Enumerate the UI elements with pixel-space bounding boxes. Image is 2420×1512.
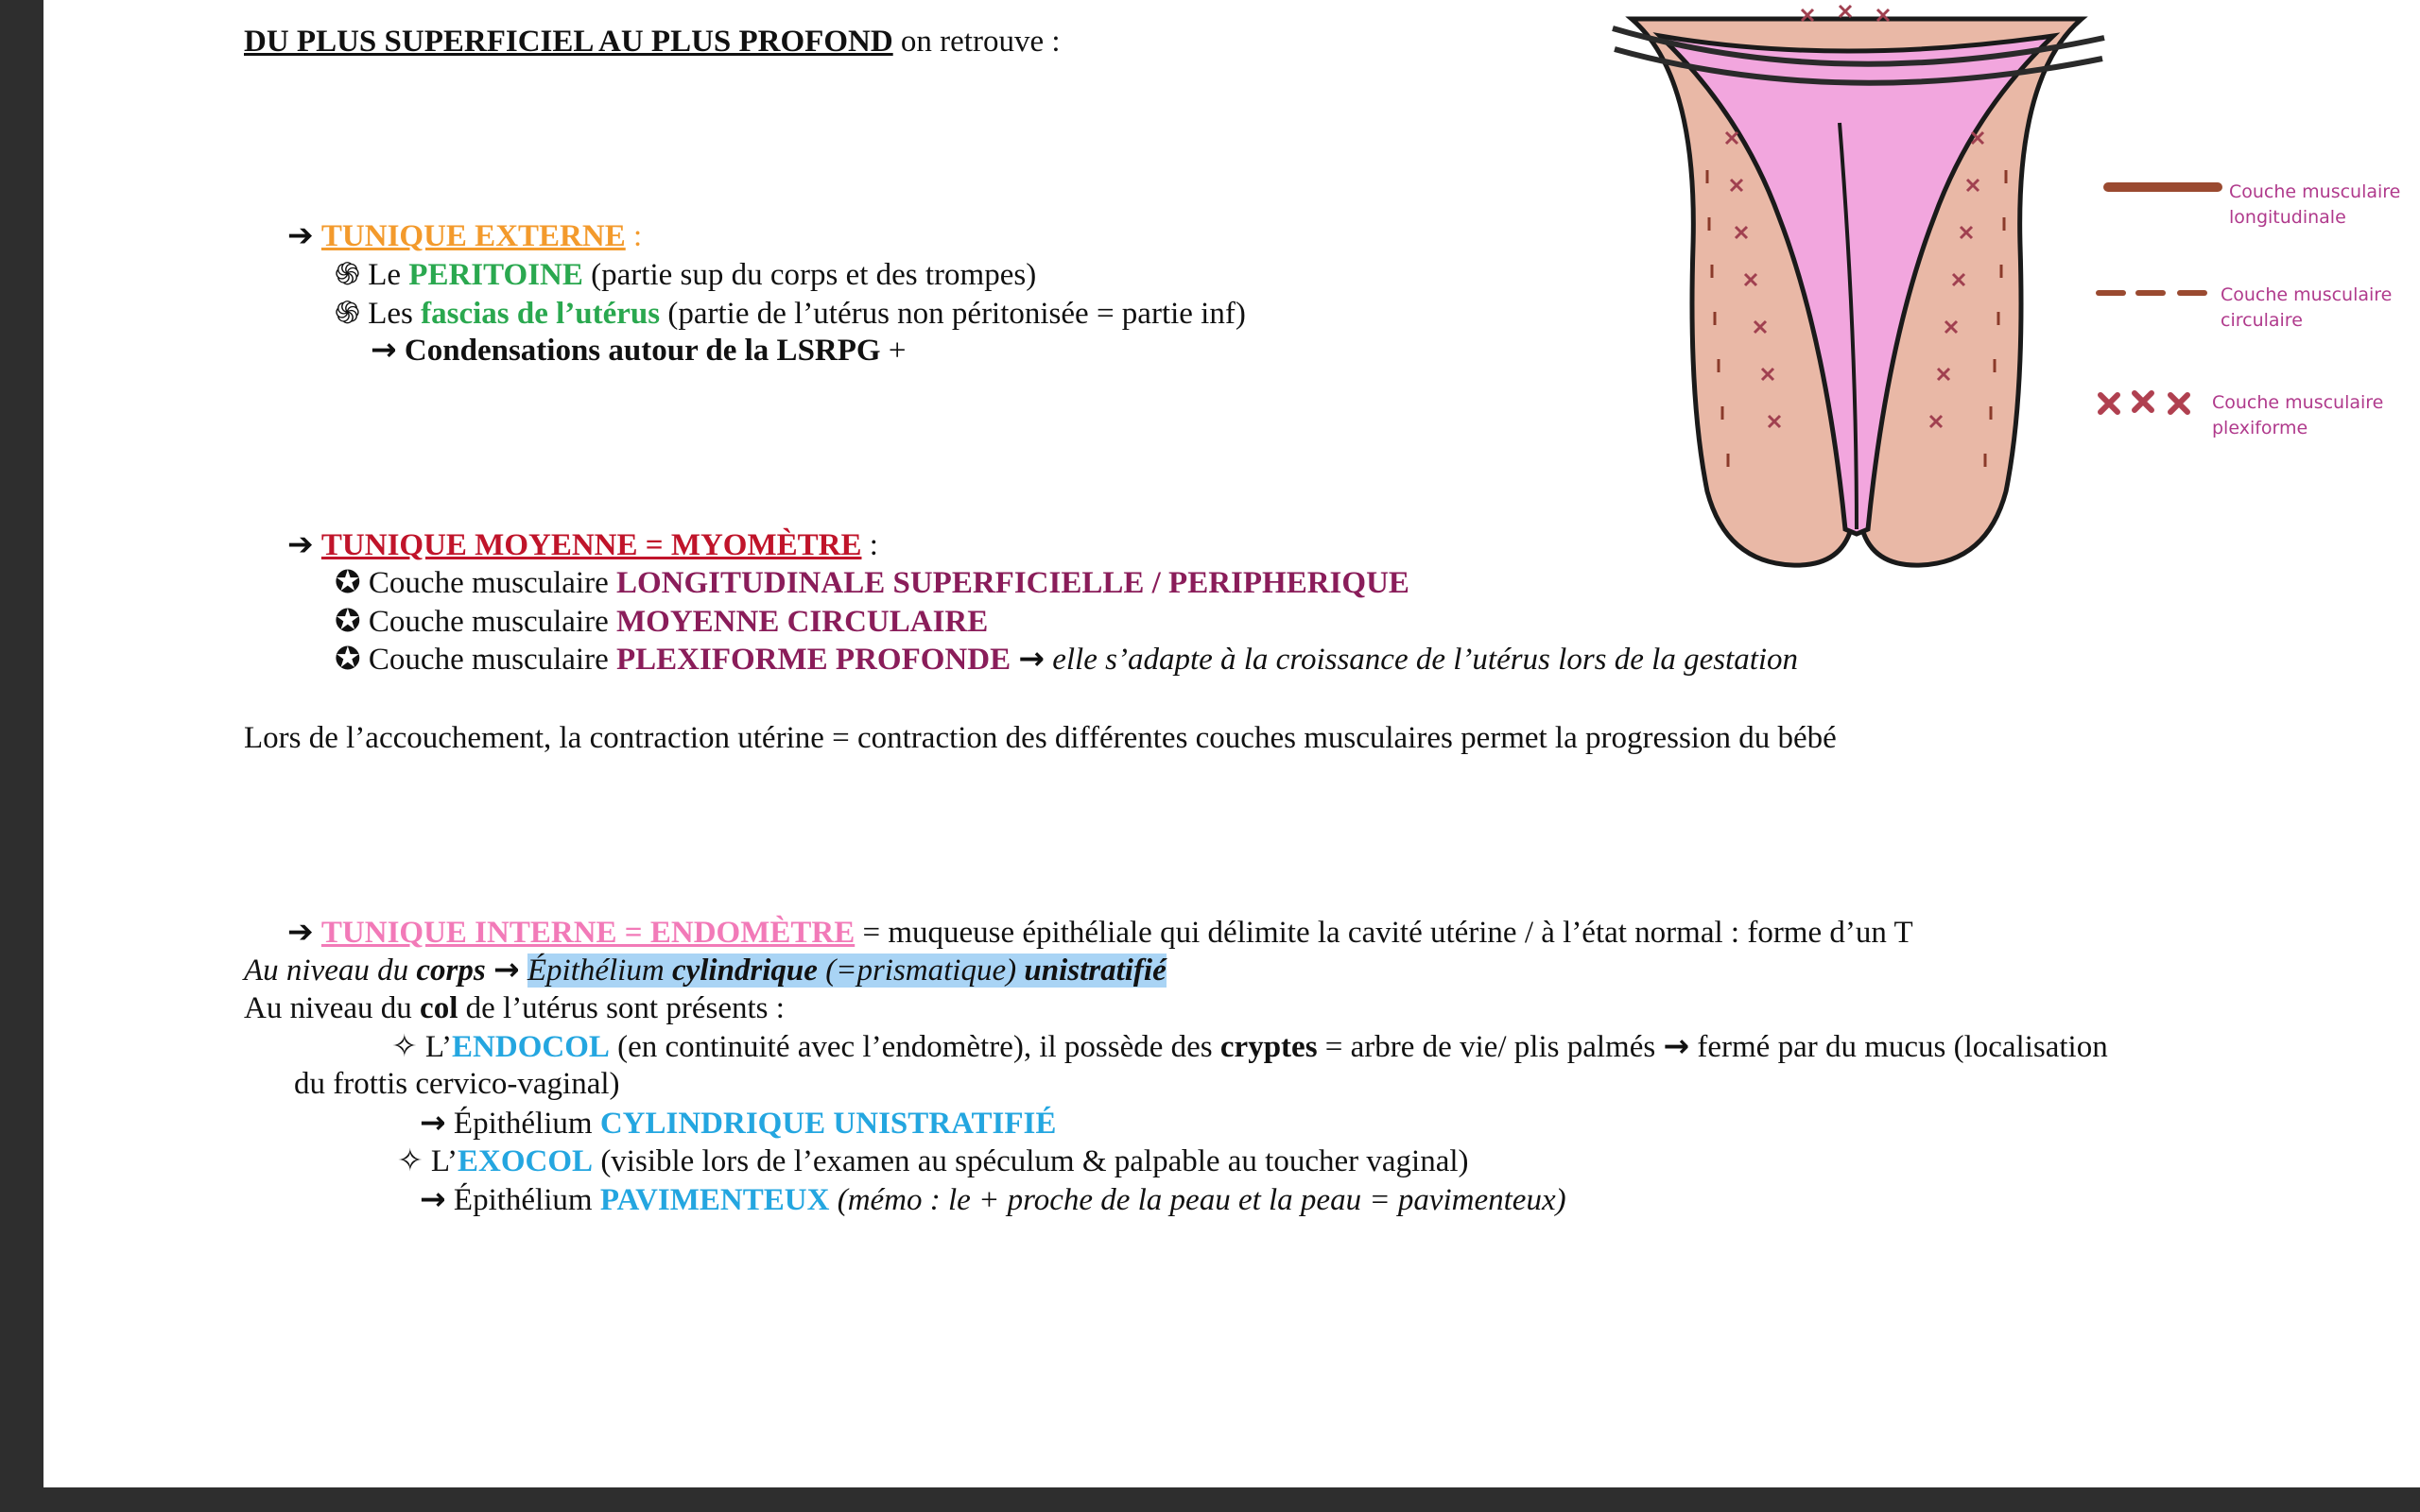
highlighted-text: Épithélium cylindrique (=prismatique) unistratifié [527,954,1167,988]
interne-corps-line: Au niveau du corps → Épithélium cylindrique (=prismatique) unistratifié [244,951,1167,988]
legend-plexiforme-line2: plexiforme [2212,418,2308,438]
arrow-icon: → [420,1104,446,1141]
arrow-icon: → [493,951,520,988]
legend-circulaire-line2: circulaire [2221,310,2303,331]
moyenne-title: TUNIQUE MOYENNE = MYOMÈTRE [320,528,862,562]
endocol-epithelium: → Épithélium CYLINDRIQUE UNISTRATIFIÉ [420,1104,1057,1141]
arrow-icon: ➔ [287,216,314,253]
arrow-icon: → [1663,1027,1690,1064]
arrow-icon: ➔ [287,525,314,562]
legend-plexiforme-line1: Couche musculaire [2212,392,2384,413]
star-bullet-icon: ✪ [335,563,361,600]
exocol-line: ✧ L’EXOCOL (visible lors de l’examen au spéculum & palpable au toucher vaginal) [397,1142,1469,1178]
arrow-icon: → [1018,640,1045,677]
externe-sub-condensations: → Condensations autour de la LSRPG + [371,331,907,368]
arrow-icon: → [420,1180,446,1217]
externe-title: TUNIQUE EXTERNE [320,219,626,253]
intro-heading: DU PLUS SUPERFICIEL AU PLUS PROFOND [244,25,893,59]
legend-longitudinal-line2: longitudinale [2229,207,2346,228]
star-bullet-icon: ✪ [335,640,361,677]
legend-circulaire-line1: Couche musculaire [2221,284,2393,305]
section-moyenne-heading: ➔ TUNIQUE MOYENNE = MYOMÈTRE : [287,525,878,562]
endocol-continuation: du frottis cervico-vaginal) [294,1067,620,1101]
arrow-icon: → [371,331,397,368]
endocol-line: ✧ L’ENDOCOL (en continuité avec l’endomètre), il possède des cryptes = arbre de vie/ plis palmés → fermé par du mucus (localisation [391,1027,2108,1064]
moyenne-item-circulaire: ✪ Couche musculaire MOYENNE CIRCULAIRE [335,602,989,639]
accouchement-paragraph: Lors de l’accouchement, la contraction utérine = contraction des différentes couches musculaires permet la progression du bébé [244,721,1837,755]
uterus-diagram [1556,0,2420,586]
flower-bullet-icon: ֍ [335,255,360,292]
document-page [43,0,2420,1487]
legend-longitudinal-line1: Couche musculaire [2229,181,2401,202]
interne-title: TUNIQUE INTERNE = ENDOMÈTRE [320,916,856,950]
intro-line: DU PLUS SUPERFICIEL AU PLUS PROFOND on retrouve : [244,25,1061,59]
star-bullet-icon: ✪ [335,602,361,639]
star-outline-bullet-icon: ✧ [391,1027,418,1064]
section-externe-heading: ➔ TUNIQUE EXTERNE : [287,216,643,253]
moyenne-item-longitudinale: ✪ Couche musculaire LONGITUDINALE SUPERFICIELLE / PERIPHERIQUE [335,563,1409,600]
moyenne-item-plexiforme: ✪ Couche musculaire PLEXIFORME PROFONDE → elle s’adapte à la croissance de l’utérus lors de la gestation [335,640,1799,677]
externe-item-peritoine: ֍ Le PERITOINE (partie sup du corps et des trompes) [335,255,1037,292]
flower-bullet-icon: ֍ [335,294,360,331]
section-interne-heading: ➔ TUNIQUE INTERNE = ENDOMÈTRE = muqueuse épithéliale qui délimite la cavité utérine / à l’état normal : forme d’un T [287,913,1913,950]
arrow-icon: ➔ [287,913,314,950]
star-outline-bullet-icon: ✧ [397,1142,424,1178]
exocol-epithelium: → Épithélium PAVIMENTEUX (mémo : le + proche de la peau et la peau = pavimenteux) [420,1180,1566,1217]
externe-item-fascias: ֍ Les fascias de l’utérus (partie de l’utérus non péritonisée = partie inf) [335,294,1246,331]
interne-col-line: Au niveau du col de l’utérus sont présents : [244,991,785,1025]
